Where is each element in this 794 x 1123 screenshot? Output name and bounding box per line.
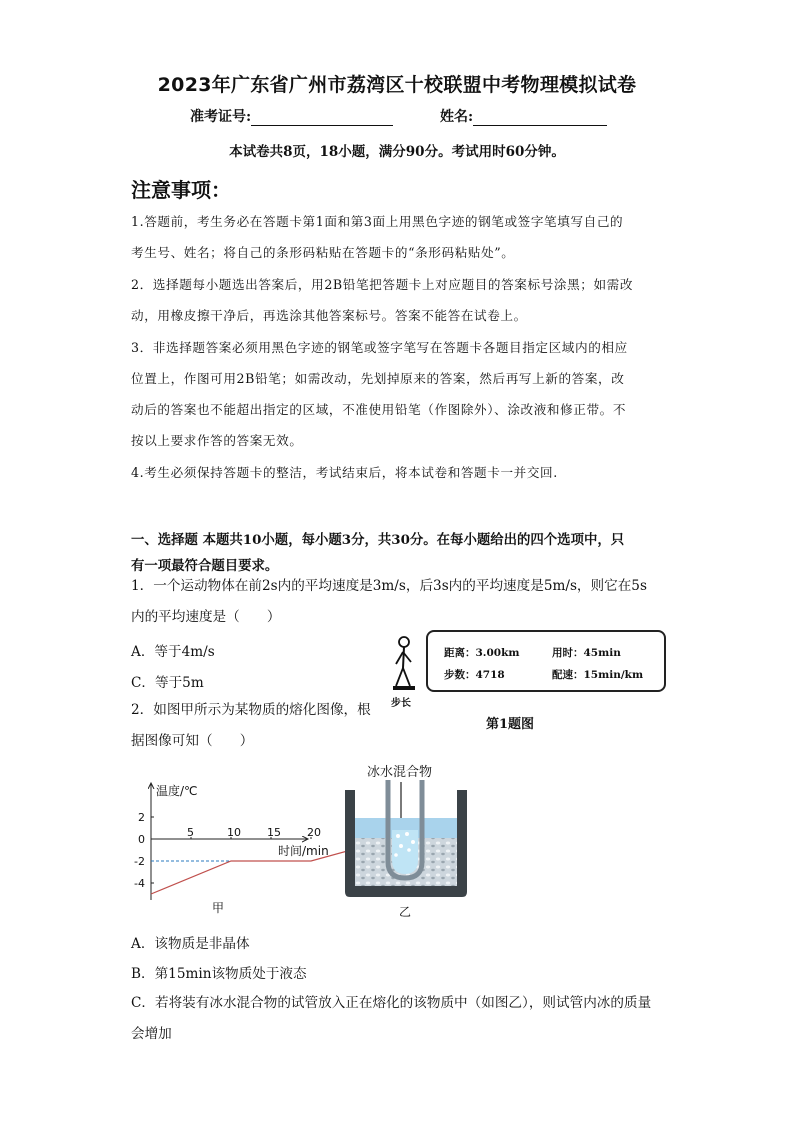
question-2-text: 2．如图甲所示为某物质的熔化图像，根: [131, 702, 371, 718]
question-1-text: 1．一个运动物体在前2s内的平均速度是3m/s，后3s内的平均速度是5m/s，则它在5s: [131, 578, 647, 594]
duration-stat: 用时：45min: [552, 647, 621, 659]
distance-stat: 距离：3.00km: [444, 647, 520, 659]
notice-line: 2．选择题每小题选出答案后，用2B铅笔把答题卡上对应题目的答案标号涂黑；如需改: [131, 277, 634, 292]
notice-line: 考生号、姓名；将自己的条形码粘贴在答题卡的“条形码粘贴处”。: [131, 245, 515, 260]
q2-option-c-cont: 会增加: [131, 1026, 172, 1042]
notice-line: 动后的答案也不能超出指定的区域，不准使用铅笔（作图除外）、涂改液和修正带。不: [131, 402, 627, 417]
q2-option-b[interactable]: B．第15min该物质处于液态: [131, 966, 307, 982]
y-tick-label: -4: [134, 877, 145, 890]
exam-info: 本试卷共8页，18小题，满分90分。考试用时60分钟。: [229, 144, 565, 160]
notice-line: 动，用橡皮擦干净后，再选涂其他答案标号。答案不能答在试卷上。: [131, 308, 527, 323]
x-axis-label: 时间/min: [278, 844, 329, 858]
name-blank[interactable]: [473, 111, 607, 126]
q1-option-c[interactable]: C．等于5m: [131, 675, 204, 691]
figure-1-caption: 第1题图: [486, 717, 535, 732]
steps-stat: 步数：4718: [444, 669, 505, 681]
q1-option-a[interactable]: A．等于4m/s: [131, 644, 215, 660]
ice-water-apparatus: [335, 760, 475, 920]
ticket-number-label: 准考证号:: [190, 109, 252, 125]
apparatus-caption: 乙: [399, 905, 412, 919]
notice-line: 位置上，作图可用2B铅笔；如需改动，先划掉原来的答案，然后再写上新的答案，改: [131, 371, 625, 386]
walker-head: [399, 637, 409, 647]
question-1-text: 内的平均速度是（ ）: [131, 609, 281, 625]
step-length-label: 步长: [391, 698, 411, 709]
y-axis-label: 温度/℃: [156, 784, 198, 798]
y-tick-label: 2: [138, 811, 145, 824]
notice-line: 1.答题前，考生务必在答题卡第1面和第3面上用黑色字迹的钢笔或签字笔填写自己的: [131, 214, 624, 229]
x-tick-label: 20: [307, 826, 321, 839]
ice-water-label: 冰水混合物: [367, 765, 433, 780]
walker-figure: [385, 634, 425, 710]
question-2-text: 据图像可知（ ）: [131, 733, 254, 749]
ticket-number-blank[interactable]: [251, 111, 393, 126]
q2-option-c[interactable]: C．若将装有冰水混合物的试管放入正在熔化的该物质中（如图乙），则试管内冰的质量: [131, 995, 652, 1011]
notice-line: 按以上要求作答的答案无效。: [131, 433, 303, 448]
ticket-number-field[interactable]: [190, 106, 393, 126]
pace-stat: 配速：15min/km: [552, 669, 644, 681]
q2-option-a[interactable]: A．该物质是非晶体: [131, 936, 250, 952]
x-tick-label: 5: [187, 826, 194, 839]
notice-heading: 注意事项：: [131, 178, 231, 202]
chart-caption: 甲: [212, 901, 225, 915]
section-heading-line: 一、选择题 本题共10小题，每小题3分，共30分。在每小题给出的四个选项中，只: [131, 532, 625, 548]
name-field[interactable]: [440, 106, 607, 126]
x-tick-label: 15: [267, 826, 281, 839]
x-tick-label: 10: [227, 826, 241, 839]
section-heading-line: 有一项最符合题目要求。: [131, 558, 279, 574]
y-tick-label: 0: [138, 833, 145, 846]
notice-line: 3．非选择题答案必须用黑色字迹的钢笔或签字笔写在答题卡各题目指定区域内的相应: [131, 340, 628, 355]
name-label: 姓名:: [440, 109, 474, 125]
y-tick-label: -2: [134, 855, 145, 868]
step-marker: [393, 686, 415, 690]
melting-graph: [128, 775, 343, 920]
notice-line: 4.考生必须保持答题卡的整洁，考试结束后，将本试卷和答题卡一并交回.: [131, 465, 558, 480]
exam-title: 2023年广东省广州市荔湾区十校联盟中考物理模拟试卷: [157, 74, 637, 96]
fitness-stats-panel: [426, 630, 666, 692]
